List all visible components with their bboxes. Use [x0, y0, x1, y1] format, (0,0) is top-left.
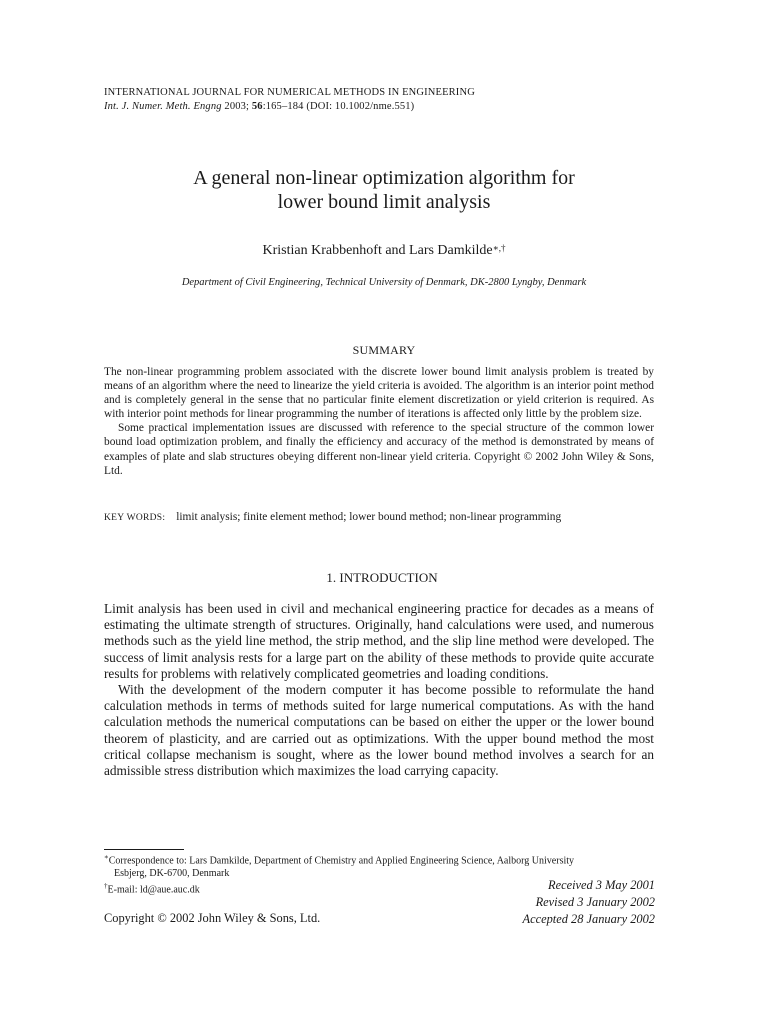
body-paragraph: With the development of the modern computer it has become possible to reformulate the hand calculation methods in terms of methods suited for large numerical computations. As with the hand calculation methods the numerical computations can be based on either the upper or the lower bound theorem of plasticity, and are carried out as optimizations. With the upper bound method the most critical collapse mechanism is sought, where as the lower bound method involves a search for an admissible stress distribution which maximizes the load carrying capacity. [104, 682, 654, 779]
received-date: Received 3 May 2001 [548, 878, 655, 892]
citation-journal: Int. J. Numer. Meth. Engng [104, 101, 222, 112]
footnote-mark: ∗ [104, 853, 109, 861]
paper-title-line-2: lower bound limit analysis [277, 191, 491, 213]
abstract-paragraph: The non-linear programming problem associated with the discrete lower bound limit analysis problem is treated by means of an algorithm where the need to linearize the yield criteria is avoided. The algorithm is an interior point method and is completely general in the sense that no particular finite element discretization or yield criterion is required. As with interior point methods for linear programming the number of iterations is affected only little by the problem size. [104, 366, 654, 421]
journal-name: INTERNATIONAL JOURNAL FOR NUMERICAL METHODS IN ENGINEERING [104, 87, 475, 98]
introduction-body [104, 601, 654, 779]
body-paragraph: Limit analysis has been used in civil and mechanical engineering practice for decades as a means of estimating the ultimate strength of structures. Originally, hand calculations were used, and numerous methods such as the yield line method, the strip method, and the slip line method were developed. The success of limit analysis rests for a large part on the ability of these methods to provide quite accurate results for problems with relatively complicated geometries and loading conditions. [104, 601, 654, 681]
affiliation: Department of Civil Engineering, Technical University of Denmark, DK-2800 Lyngby, Denmark [181, 277, 587, 288]
copyright-notice: Copyright © 2002 John Wiley & Sons, Ltd. [104, 911, 321, 925]
keywords-label: KEY WORDS: [104, 513, 166, 523]
footnote-correspondence [104, 851, 660, 867]
citation-volume: 56 [251, 101, 263, 112]
keywords-text: limit analysis; finite element method; lower bound method; non-linear programming [176, 511, 562, 523]
author-footnote-marks: ∗,† [492, 243, 506, 253]
journal-citation [104, 100, 664, 114]
footnote-correspondence-text: Correspondence to: Lars Damkilde, Department of Chemistry and Applied Engineering Science, Aalborg University [108, 855, 575, 867]
revised-date: Revised 3 January 2002 [535, 895, 655, 909]
summary-heading: SUMMARY [352, 343, 416, 357]
footnote-mark: † [104, 882, 108, 891]
submission-dates [455, 877, 655, 928]
author-names: Kristian Krabbenhoft and Lars Damkilde [262, 243, 493, 258]
footnote-divider [104, 849, 184, 850]
footnote-correspondence-cont: Esbjerg, DK-6700, Denmark [114, 868, 230, 880]
keywords [104, 510, 664, 525]
author-line [104, 242, 664, 260]
paper-title-line-1: A general non-linear optimization algorithm for [193, 167, 575, 189]
accepted-date: Accepted 28 January 2002 [522, 912, 655, 926]
citation-pages: :165–184 (DOI: 10.1002/nme.551) [262, 101, 415, 112]
abstract [104, 365, 654, 478]
abstract-paragraph: Some practical implementation issues are discussed with reference to the special structure of the common lower bound load optimization problem, and finally the efficiency and accuracy of the method is demonstrated by means of examples of plate and slab structures obeying different non-linear yield criteria. Copyright © 2002 John Wiley & Sons, Ltd. [104, 422, 654, 477]
paper-title [104, 166, 664, 214]
section-heading-introduction: 1. INTRODUCTION [326, 570, 438, 585]
journal-header [104, 86, 664, 114]
citation-year: 2003; [224, 101, 250, 112]
footnote-email-text: E-mail: ld@aue.auc.dk [107, 884, 200, 896]
